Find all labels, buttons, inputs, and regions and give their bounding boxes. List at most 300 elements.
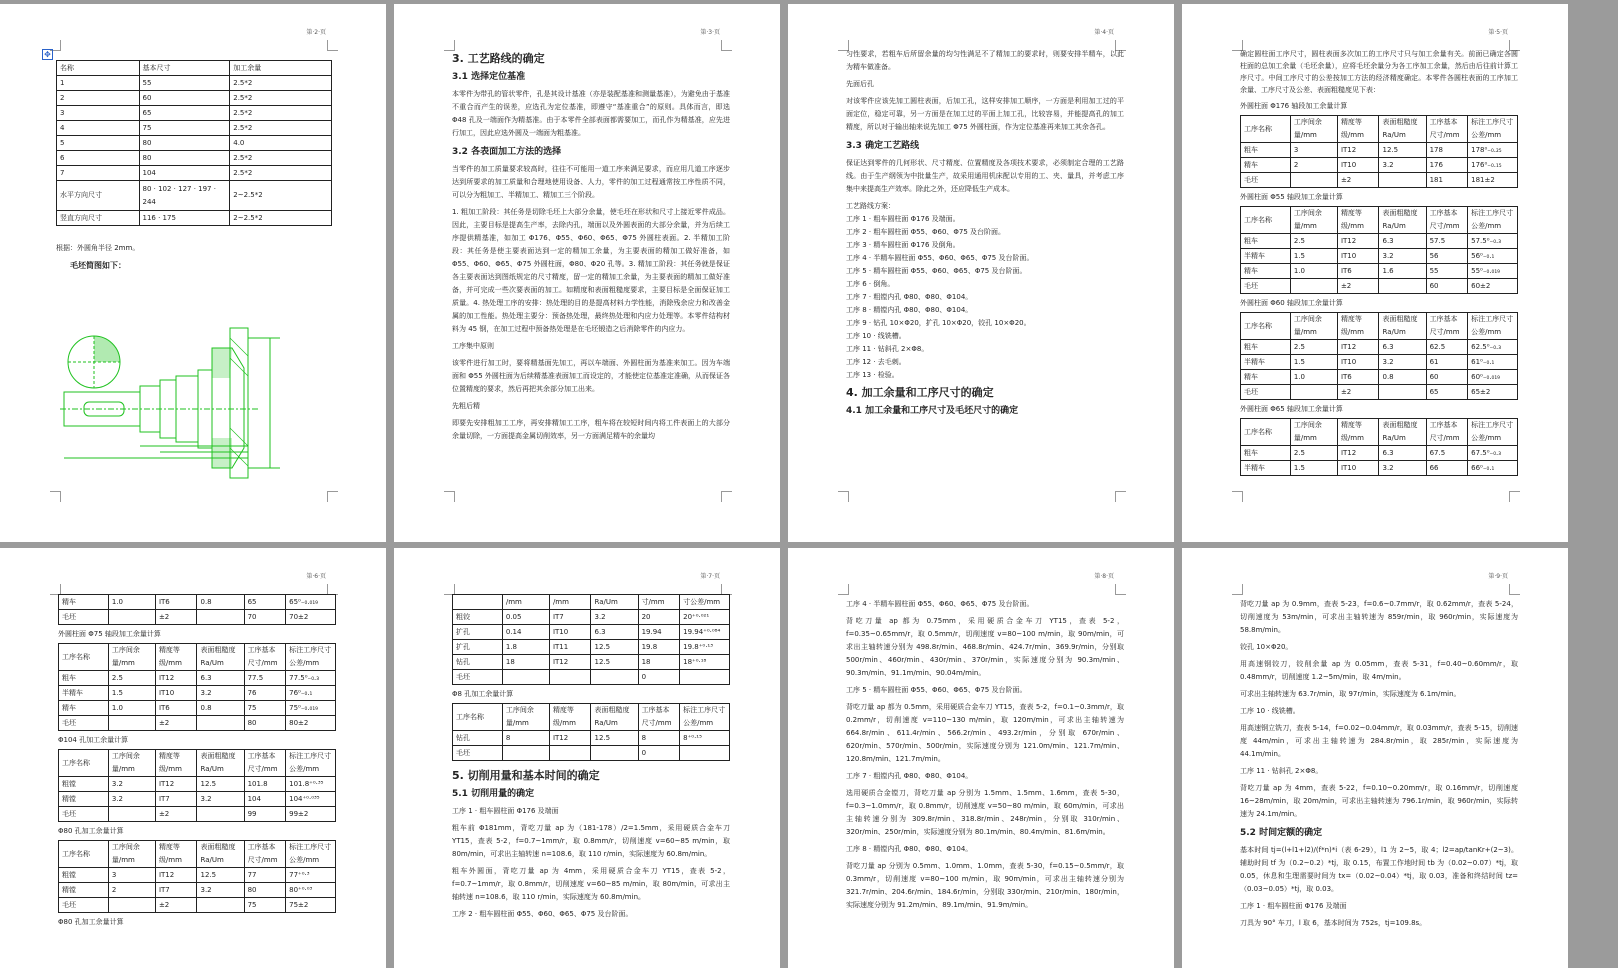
crop-mark <box>721 491 732 502</box>
list-item: 工序 10 · 线铣槽。 <box>846 332 906 340</box>
table-cell: IT6 <box>1337 264 1379 279</box>
table-cell <box>502 670 549 685</box>
table-cell: 176⁰₋₀.₁₅ <box>1468 158 1518 173</box>
table-cell: 12.5 <box>1379 143 1426 158</box>
body-paragraph: 工序 10 · 线铣槽。 <box>1240 707 1300 715</box>
page-2 <box>0 4 386 542</box>
body-paragraph: 工序 2 · 粗车圆柱面 Φ55、Φ60、Φ65、Φ75 及台阶面。 <box>452 910 633 918</box>
table-cell: 精度等级/mm <box>1337 313 1379 340</box>
table-cell: 2.5*2 <box>230 106 332 121</box>
table-cell: 2~2.5*2 <box>230 181 332 211</box>
table-cell: 表面粗糙度 Ra/Um <box>1379 116 1426 143</box>
table-cell: 表面粗糙度 Ra/Um <box>197 841 244 868</box>
list-item: 工序 9 · 钻孔 10×Φ20，扩孔 10×Φ20，铰孔 10×Φ20。 <box>846 319 1031 327</box>
table-cell: 2 <box>108 883 155 898</box>
table-row <box>1241 234 1518 249</box>
table-row <box>453 670 730 685</box>
body-paragraph: 粗车前 Φ181mm，背吃刀量 ap 为（181-178）/2=1.5mm，采用硬质合金车刀 YT15，查表 5-2，f=0.7~1mm/r，取 0.8mm/r，切削速度 v=60~85 m/min，取 80m/min，可求出主轴转速 n=108.6，取 110 r/min，实际速度为 60.8m/min。 <box>452 824 730 858</box>
crop-mark <box>1509 491 1520 502</box>
table-cell: 工序名称 <box>59 644 109 671</box>
table-cell: 60 <box>1426 279 1468 294</box>
table-cell: 7 <box>57 166 140 181</box>
table-cell: 精车 <box>1241 158 1291 173</box>
page-number: 第·2·页 <box>306 29 326 36</box>
table-cell: 半精车 <box>1241 461 1291 476</box>
table-cell: IT12 <box>1337 143 1379 158</box>
table-row <box>59 671 336 686</box>
table-row <box>59 644 336 671</box>
list-item: 工序 7 · 粗镗内孔 Φ80、Φ80、Φ104。 <box>846 293 973 301</box>
table-row <box>1241 249 1518 264</box>
section-heading: 5.1 切削用量的确定 <box>452 789 535 799</box>
table-cell: 8⁺⁰·¹⁵ <box>680 731 730 746</box>
table-cell: 精度等级/mm <box>155 750 197 777</box>
table-cell: 毛坯 <box>453 746 503 761</box>
table-cell: 6.3 <box>197 671 244 686</box>
table-cell <box>591 746 638 761</box>
table-row <box>57 166 332 181</box>
table-row <box>1241 158 1518 173</box>
table-cell: 工序间余量/mm <box>1290 207 1337 234</box>
table-cell: 62.5⁰₋₀.₃ <box>1468 340 1518 355</box>
table-cell: 精度等级/mm <box>1337 116 1379 143</box>
table-cell: 20 <box>638 610 680 625</box>
table-cell: 毛坯 <box>59 716 109 731</box>
table-cell: 4 <box>57 121 140 136</box>
table-cell: IT6 <box>155 595 197 610</box>
table-row <box>59 883 336 898</box>
table-cell: 8 <box>638 731 680 746</box>
table-cell: 80±2 <box>286 716 336 731</box>
page-number: 第·5·页 <box>1488 29 1508 36</box>
table-cell: 表面粗糙度 Ra/Um <box>197 644 244 671</box>
list-item: 工序 3 · 精车圆柱面 Φ176 及倒角。 <box>846 241 960 249</box>
table-row <box>57 211 332 226</box>
table-cell: 标注工序尺寸公差/mm <box>1468 313 1518 340</box>
page-3 <box>394 4 780 542</box>
table-cell: 12.5 <box>591 655 638 670</box>
table-cell: IT10 <box>155 686 197 701</box>
table-cell <box>549 746 591 761</box>
allowance-tables <box>1240 100 1518 476</box>
crop-mark <box>838 584 849 595</box>
section-heading: 3.1 选择定位基准 <box>452 72 526 82</box>
section-heading: 毛坯简图如下： <box>70 261 126 270</box>
table-cell: 75±2 <box>286 898 336 913</box>
table-cell: 56 <box>1426 249 1468 264</box>
table-cell: 80 <box>244 716 286 731</box>
table-cell: IT12 <box>1337 340 1379 355</box>
body-paragraph: 保证达到零件的几何形状、尺寸精度、位置精度及各项技术要求，必须制定合理的工艺路线。由于生产纲领为中批量生产，故采用通用机床配以专用的工、夹、量具，并考虑工序集中来提高生产效率。除此之外，还应降低生产成本。 <box>846 159 1124 193</box>
table-cell: 80 <box>139 151 230 166</box>
table-cell: 工序基本尺寸/mm <box>1426 116 1468 143</box>
table-cell: 181 <box>1426 173 1468 188</box>
table-cell: 62.5 <box>1426 340 1468 355</box>
table-cell: 19.94 <box>638 625 680 640</box>
table-cell: 55 <box>1426 264 1468 279</box>
table-cell: 3.2 <box>1379 461 1426 476</box>
crop-mark <box>1509 584 1520 595</box>
table-cell: 75 <box>139 121 230 136</box>
table-cell: IT10 <box>549 625 591 640</box>
table-cell: IT10 <box>1337 355 1379 370</box>
table-row <box>1241 355 1518 370</box>
body-paragraph: 确定圆柱面工序尺寸，圆柱表面多次加工的工序尺寸只与加工余量有关。前面已确定各圆柱面的总加工余量（毛坯余量），应将毛坯余量分为各工序加工余量，然后由后往前计算工序尺寸。中间工序尺寸的公差按加工方法的经济精度确定。本零件各圆柱表面的工序加工余量、工序尺寸及公差、表面粗糙度见下表： <box>1240 50 1518 94</box>
table-cell: IT12 <box>1337 234 1379 249</box>
section-heading: 4.1 加工余量和工序尺寸及毛坯尺寸的确定 <box>846 406 1019 416</box>
body-paragraph: 即要先安排粗加工工序，再安排精加工工序，粗车将在较短时间内将工件表面上的大部分余量切除，一方面提高金属切削效率，另一方面满足精车的余量均 <box>452 419 730 440</box>
table-cell: IT10 <box>1337 249 1379 264</box>
table-cell: 3.2 <box>591 610 638 625</box>
table-row <box>59 792 336 807</box>
table-cell: 工序名称 <box>1241 207 1291 234</box>
table-cell: 0.8 <box>197 701 244 716</box>
table-cell: 65⁰₋₀.₀₁₉ <box>286 595 336 610</box>
table-cell: 工序间余量/mm <box>1290 419 1337 446</box>
table-cell: 6.3 <box>1379 234 1426 249</box>
table-cell: Ra/Um <box>591 595 638 610</box>
table-cell: ±2 <box>155 898 197 913</box>
allowance-table <box>56 60 332 226</box>
table-cell: 65 <box>1426 385 1468 400</box>
table-cell: 1.5 <box>108 686 155 701</box>
table-cell: 工序间余量/mm <box>1290 116 1337 143</box>
table-cell: /mm <box>549 595 591 610</box>
table-cell: 表面粗糙度 Ra/Um <box>1379 419 1426 446</box>
body-paragraph: 铰孔 10×Φ20。 <box>1240 643 1293 651</box>
table-cell: 60 <box>139 91 230 106</box>
table-cell: 粗车 <box>1241 234 1291 249</box>
table-row <box>59 777 336 792</box>
table-cell: 6.3 <box>1379 340 1426 355</box>
table-cell <box>1379 279 1426 294</box>
table-cell: 6.3 <box>1379 446 1426 461</box>
table-cell <box>108 898 155 913</box>
table-row <box>1241 446 1518 461</box>
table-cell: 178⁰₋₀.₂₅ <box>1468 143 1518 158</box>
table-cell: 工序基本尺寸/mm <box>244 644 286 671</box>
table-cell: 104 <box>244 792 286 807</box>
table-row <box>57 76 332 91</box>
allowance-table <box>58 643 336 731</box>
table-cell: 57.5⁰₋₀.₃ <box>1468 234 1518 249</box>
table-row <box>453 610 730 625</box>
table-cell: 101.8 <box>244 777 286 792</box>
table-cell: 精车 <box>59 595 109 610</box>
table-cell: ±2 <box>155 610 197 625</box>
table-cell: IT12 <box>155 777 197 792</box>
page-9 <box>1182 548 1568 968</box>
crop-mark <box>1115 491 1126 502</box>
table-cell <box>453 595 503 610</box>
table-cell: 2~2.5*2 <box>230 211 332 226</box>
table-cell: ±2 <box>155 807 197 822</box>
table-row <box>59 716 336 731</box>
table-cell <box>1290 173 1337 188</box>
table-cell: 101.8⁺⁰·³⁵ <box>286 777 336 792</box>
table-cell: 标注工序尺寸公差/mm <box>286 750 336 777</box>
table-cell: 2.5*2 <box>230 166 332 181</box>
table-cell <box>591 670 638 685</box>
table-cell: 80 <box>244 883 286 898</box>
table-cell: 3.2 <box>197 686 244 701</box>
table-cell: 0.8 <box>197 595 244 610</box>
subsection-heading: 先粗后精 <box>452 402 480 410</box>
table-cell: 毛坯 <box>1241 385 1291 400</box>
table-row <box>1241 313 1518 340</box>
table-cell: 工序基本尺寸/mm <box>638 704 680 731</box>
table-cell: 1.5 <box>1290 355 1337 370</box>
table-cell: 2.5*2 <box>230 91 332 106</box>
table-cell: 精度等级/mm <box>155 841 197 868</box>
table-row <box>57 181 332 211</box>
body-paragraph: 工序 4 · 半精车圆柱面 Φ55、Φ60、Φ65、Φ75 及台阶面。 <box>846 600 1034 608</box>
table-row <box>1241 385 1518 400</box>
table-title: Φ80 孔加工余量计算 <box>58 918 124 926</box>
table-cell: IT12 <box>1337 446 1379 461</box>
table-cell: 精车 <box>59 701 109 716</box>
table-cell: 18⁺⁰·¹⁸ <box>680 655 730 670</box>
chapter-heading: 4. 加工余量和工序尺寸的确定 <box>846 386 994 399</box>
page-number: 第·6·页 <box>306 573 326 580</box>
list-item: 工序 11 · 钻斜孔 2×Φ8。 <box>846 345 929 353</box>
table-row <box>453 640 730 655</box>
table-cell: 2 <box>1290 158 1337 173</box>
body-paragraph: 刀具为 90° 车刀，l 取 6，基本时间为 752s，tj=109.8s。 <box>1240 919 1427 927</box>
crop-mark <box>50 491 61 502</box>
table-cell <box>197 898 244 913</box>
table-cell: 55⁰₋₀.₀₁₉ <box>1468 264 1518 279</box>
allowance-table <box>58 840 336 913</box>
table-cell: 75 <box>244 701 286 716</box>
table-cell: 标注工序尺寸公差/mm <box>1468 419 1518 446</box>
table-cell: 2 <box>57 91 140 106</box>
allowance-table <box>58 749 336 822</box>
table-row <box>1241 116 1518 143</box>
table-cell: 19.94⁺⁰·⁰⁸⁴ <box>680 625 730 640</box>
table-row <box>1241 370 1518 385</box>
table-cell: 3.2 <box>1379 158 1426 173</box>
list-item: 工序 2 · 粗车圆柱面 Φ55、Φ60、Φ75 及台阶面。 <box>846 228 1006 236</box>
page-5 <box>1182 4 1568 542</box>
table-cell: 扩孔 <box>453 640 503 655</box>
body-paragraph: 对该零件应该先加工圆柱表面，后加工孔，这样安排加工顺序，一方面是利用加工过的平面定位，稳定可靠，另一方面是在加工过的平面上加工孔，比较容易，并能提高孔的加工精度，所以对于输出轴来说先加工 Φ75 外圆柱面，作为定位基准再来加工其余各孔。 <box>846 97 1124 131</box>
table-cell: 12.5 <box>591 640 638 655</box>
table-cell: 寸公差/mm <box>680 595 730 610</box>
table-row <box>1241 419 1518 446</box>
table-cell: 精镗 <box>59 883 109 898</box>
table-header: 加工余量 <box>230 61 332 76</box>
body-paragraph: 可求出主轴转速为 63.7r/min，取 97r/min，实际速度为 6.1m/min。 <box>1240 690 1461 698</box>
table-cell: 12.5 <box>197 777 244 792</box>
body-paragraph: 背吃刀量 ap 为 4mm，查表 5-22，f=0.10~0.20mm/r，取 0.16mm/r，切削速度 16~28m/min，取 20m/min，可求出主轴转速为 796.1r/min，取 960r/min，实际转速为 24.1m/min。 <box>1240 784 1518 818</box>
table-move-handle-icon[interactable]: ✥ <box>42 49 53 60</box>
crop-mark <box>1115 584 1126 595</box>
table-cell: 77.5 <box>244 671 286 686</box>
table-cell: IT7 <box>549 610 591 625</box>
table-cell: 2.5*2 <box>230 76 332 91</box>
table-cell: 67.5⁰₋₀.₃ <box>1468 446 1518 461</box>
table-header: 基本尺寸 <box>139 61 230 76</box>
table-cell: 76 <box>244 686 286 701</box>
process-step-list <box>846 213 1124 382</box>
table-cell: 1.5 <box>1290 461 1337 476</box>
blank-drawing <box>60 318 310 483</box>
table-row <box>1241 264 1518 279</box>
body-paragraph: 用高速钢铰刀，铰削余量 ap 为 0.05mm，查表 5-31，f=0.40~0.60mm/r，取 0.48mm/r，切削速度 1.2~5m/min，取 4m/min。 <box>1240 660 1518 681</box>
table-cell: 19.8⁺⁰·¹³ <box>680 640 730 655</box>
table-cell: IT12 <box>155 671 197 686</box>
table-cell: 表面粗糙度 Ra/Um <box>1379 313 1426 340</box>
table-cell: 56⁰₋₀.₁ <box>1468 249 1518 264</box>
table-cell: 77 <box>244 868 286 883</box>
table-cell: 工序间余量/mm <box>108 841 155 868</box>
table-cell: 扩孔 <box>453 625 503 640</box>
table-cell: 12.5 <box>197 868 244 883</box>
table-cell: 65±2 <box>1468 385 1518 400</box>
table-row <box>1241 173 1518 188</box>
table-cell: 70±2 <box>286 610 336 625</box>
table-row <box>1241 279 1518 294</box>
table-title: Φ80 孔加工余量计算 <box>58 827 124 835</box>
table-cell: 毛坯 <box>59 807 109 822</box>
crop-mark <box>1232 491 1243 502</box>
table-cell: 毛坯 <box>59 898 109 913</box>
body-paragraph: 当零件的加工质量要求较高时，往往不可能用一道工序来满足要求，而应用几道工序逐步达到所要求的加工质量和合理地使用设备、人力，零件的加工过程通常按工序性质不同，可以分为粗加工、半精加工、精加工三个阶段。 <box>452 165 730 199</box>
table-cell: 工序间余量/mm <box>108 644 155 671</box>
table-cell: 毛坯 <box>1241 173 1291 188</box>
table-cell <box>108 807 155 822</box>
table-cell: /mm <box>502 595 549 610</box>
table-row <box>453 655 730 670</box>
table-cell: 水平方向尺寸 <box>57 181 140 211</box>
table-cell: 178 <box>1426 143 1468 158</box>
table-row <box>1241 143 1518 158</box>
body-paragraph: 工序 7 · 粗镗内孔 Φ80、Φ80、Φ104。 <box>846 772 973 780</box>
allowance-tables <box>58 594 336 929</box>
section-heading: 5.2 时间定额的确定 <box>1240 828 1323 838</box>
table-cell: 77⁺⁰·³ <box>286 868 336 883</box>
table-cell: 工序名称 <box>59 750 109 777</box>
table-cell: 2.5 <box>108 671 155 686</box>
table-cell: 钻孔 <box>453 655 503 670</box>
table-cell: 精镗 <box>59 792 109 807</box>
table-cell: 粗铰 <box>453 610 503 625</box>
crop-mark <box>327 491 338 502</box>
table-cell: 1.0 <box>108 701 155 716</box>
table-cell: 标注工序尺寸公差/mm <box>1468 116 1518 143</box>
table-row <box>59 595 336 610</box>
table-cell: 2.5 <box>1290 234 1337 249</box>
table-cell: 半精车 <box>1241 355 1291 370</box>
table-cell <box>197 807 244 822</box>
table-title: Φ8 孔加工余量计算 <box>452 690 514 698</box>
page-number: 第·4·页 <box>1094 29 1114 36</box>
table-cell <box>1290 279 1337 294</box>
table-cell: 75 <box>244 898 286 913</box>
table-cell: 表面粗糙度 Ra/Um <box>1379 207 1426 234</box>
table-row <box>453 595 730 610</box>
table-row <box>59 610 336 625</box>
table-cell: ±2 <box>1337 279 1379 294</box>
table-cell: 工序基本尺寸/mm <box>1426 313 1468 340</box>
subsection-heading: 工序集中原则 <box>452 342 494 350</box>
body-paragraph: 工序 1 · 粗车圆柱面 Φ176 及端面 <box>1240 902 1347 910</box>
table-cell: 0.8 <box>1379 370 1426 385</box>
table-cell: 粗车 <box>1241 446 1291 461</box>
body-paragraph: 基本时间 tj=(l+l1+l2)/(f*n)*i（表 6-29），l1 为 2~5，取 4；l2=ap/tanKr+(2~3)。辅助时间 tf 为（0.2~0.2）*tj，取 0.15，布置工作地时间 tb 为（0.02~0.07）*tj，取 0.05，休息和生理需要时间为 tx=（0.02~0.04）*tj，取 0.03，准备和终结时间 tz=（0.03~0.05）*tj，取 0.03。 <box>1240 846 1518 893</box>
body-paragraph: 工序 1 · 粗车圆柱面 Φ176 及端面 <box>452 807 559 815</box>
table-cell: 3.2 <box>1379 249 1426 264</box>
table-row <box>57 61 332 76</box>
table-title: 外圆柱面 Φ176 轴段加工余量计算 <box>1240 102 1348 110</box>
table-cell: 12.5 <box>591 731 638 746</box>
table-cell: 176 <box>1426 158 1468 173</box>
table-cell: 精度等级/mm <box>1337 419 1379 446</box>
table-cell: 6 <box>57 151 140 166</box>
chapter-heading: 5. 切削用量和基本时间的确定 <box>452 769 600 782</box>
table-cell: 3 <box>1290 143 1337 158</box>
allowance-table <box>1240 115 1518 188</box>
section-heading: 3.2 各表面加工方法的选择 <box>452 147 562 157</box>
table-cell: 65 <box>139 106 230 121</box>
table-cell: 表面粗糙度 Ra/Um <box>197 750 244 777</box>
allowance-table <box>1240 312 1518 400</box>
table-cell: ±2 <box>1337 385 1379 400</box>
table-title: 外圆柱面 Φ55 轴段加工余量计算 <box>1240 193 1343 201</box>
table-cell: 2.5*2 <box>230 121 332 136</box>
table-row <box>453 746 730 761</box>
table-row <box>59 841 336 868</box>
table-cell: 19.8 <box>638 640 680 655</box>
table-title: Φ104 孔加工余量计算 <box>58 736 129 744</box>
table-cell: 标注工序尺寸公差/mm <box>286 841 336 868</box>
table-cell: 工序间余量/mm <box>1290 313 1337 340</box>
table-cell: ±2 <box>1337 173 1379 188</box>
table-cell: 0.14 <box>502 625 549 640</box>
table-cell <box>108 716 155 731</box>
table-cell: 104 <box>139 166 230 181</box>
crop-mark <box>1232 584 1243 595</box>
subsection-heading: 先面后孔 <box>846 80 874 88</box>
table-cell: 1.5 <box>1290 249 1337 264</box>
table-cell <box>197 716 244 731</box>
table-cell: IT7 <box>155 883 197 898</box>
table-cell: 3.2 <box>108 777 155 792</box>
page-number: 第·9·页 <box>1488 573 1508 580</box>
table-cell: 20⁺⁰·⁰²¹ <box>680 610 730 625</box>
table-cell: 80 · 102 · 127 · 197 · 244 <box>139 181 230 211</box>
table-cell: 粗车 <box>59 671 109 686</box>
table-cell: 104⁺⁰·⁰³⁵ <box>286 792 336 807</box>
section-heading: 3.3 确定工艺路线 <box>846 141 920 151</box>
table-cell: 工序名称 <box>1241 419 1291 446</box>
table-cell: 6.3 <box>591 625 638 640</box>
table-cell: 99±2 <box>286 807 336 822</box>
body-text: 根据：外圆角半径 2mm。 <box>56 244 140 252</box>
table-cell: 61 <box>1426 355 1468 370</box>
table-cell: 粗车 <box>1241 143 1291 158</box>
page-8 <box>788 548 1174 968</box>
table-cell: 毛坯 <box>453 670 503 685</box>
table-cell: 66 <box>1426 461 1468 476</box>
table-cell: 工序名称 <box>453 704 503 731</box>
table-cell: 66⁰₋₀.₁ <box>1468 461 1518 476</box>
table-cell: 精度等级/mm <box>155 644 197 671</box>
table-cell: IT10 <box>1337 158 1379 173</box>
table-cell: 4.0 <box>230 136 332 151</box>
table-cell: 半精车 <box>59 686 109 701</box>
